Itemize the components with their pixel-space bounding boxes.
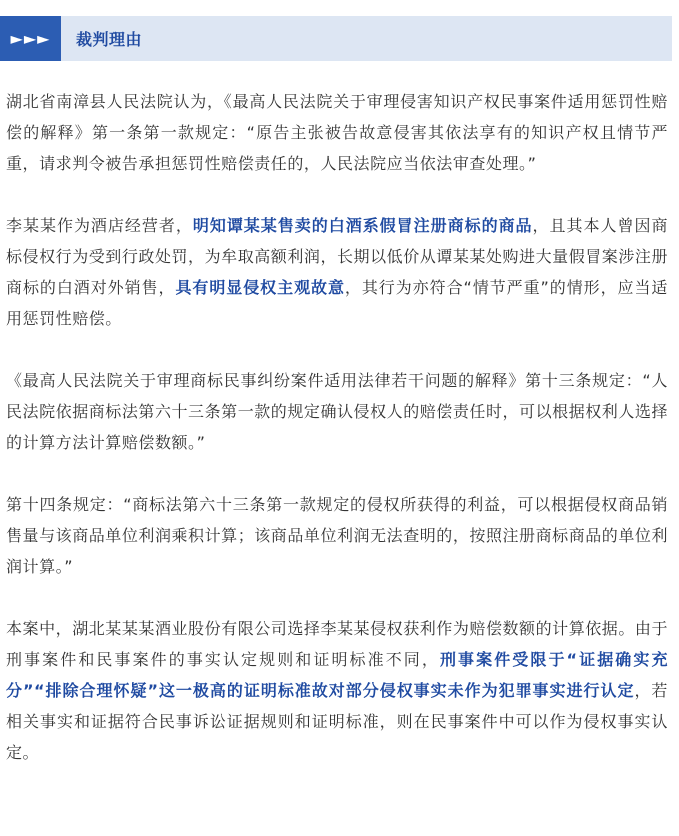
paragraph-text: 第十四条规定：“商标法第六十三条第一款规定的侵权所获得的利益，可以根据侵权商品销售量与该商品单位利润乘积计算；该商品单位利润无法查明的，按照注册商标商品的单位利润计算。” [6,495,669,576]
triple-arrow-icon: ►►► [0,16,61,61]
highlighted-text: 明知谭某某售卖的白酒系假冒注册商标的商品 [192,216,533,235]
paragraph-text: 《最高人民法院关于审理商标民事纠纷案件适用法律若干问题的解释》第十三条规定：“人民法院依据商标法第六十三条第一款的规定确认侵权人的赔偿责任时，可以根据权利人选择的计算方法计算赔偿数额。” [6,371,669,452]
paragraph-defendant-facts [6,210,668,334]
paragraph-text: 湖北省南漳县人民法院认为，《最高人民法院关于审理侵害知识产权民事案件适用惩罚性赔偿的解释》第一条第一款规定：“原告主张被告故意侵害其依法享有的知识产权且情节严重，请求判令被告承担惩罚性赔偿责任的，人民法院应当依法审查处理。” [6,92,668,173]
highlighted-text: 具有明显侵权主观故意 [175,278,345,297]
paragraph-text: ，且其本人曾因商标侵权行为受到行政处罚，为牟取高额利润，长期以低价从谭某某处购进大量假冒案涉注册商标的白酒对外销售， [6,216,669,297]
paragraph-text: 本案中，湖北某某某酒业股份有限公司选择李某某侵权获利作为赔偿数额的计算依据。由于刑事案件和民事案件的事实认定规则和证明标准不同， [6,619,669,669]
section-header [0,16,672,61]
paragraph-text: 李某某作为酒店经营者， [6,216,193,235]
article-body [6,86,668,799]
paragraph-article-14 [6,489,668,582]
paragraph-text: ，若相关事实和证据符合民事诉讼证据规则和证明标准，则在民事案件中可以作为侵权事实认定。 [6,681,668,762]
highlighted-text: 刑事案件受限于“证据确实充分”“排除合理怀疑”这一极高的证明标准故对部分侵权事实未作为犯罪事实进行认定 [6,650,668,700]
paragraph-case-analysis [6,613,668,768]
paragraph-article-13 [6,365,668,458]
section-title: 裁判理由 [76,30,143,49]
paragraph-text: ，其行为亦符合“情节严重”的情形，应当适用惩罚性赔偿。 [6,278,668,328]
paragraph-court-opinion [6,86,668,179]
